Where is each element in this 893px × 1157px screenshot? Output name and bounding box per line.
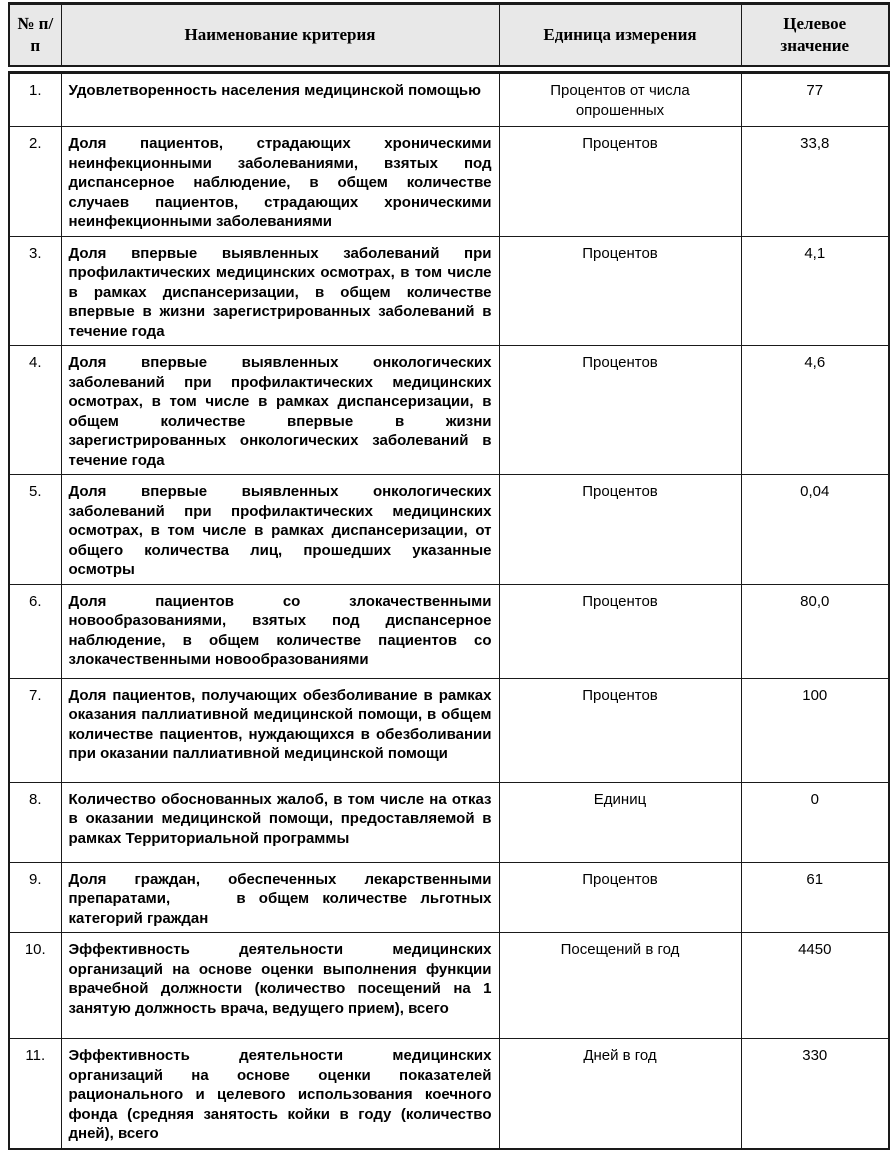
unit-cell: Процентов	[499, 584, 741, 678]
criteria-table-header	[8, 2, 890, 67]
table-row	[9, 933, 889, 1039]
unit-cell: Процентов	[499, 346, 741, 475]
value-cell: 80,0	[741, 584, 889, 678]
unit-cell: Процентов	[499, 678, 741, 782]
criterion-cell: Доля впервые выявленных заболеваний при профилактических медицинских осмотрах, в том числе в рамках диспансеризации, в общем количестве впервые в жизни зарегистрированных заболеваний в течение года	[61, 236, 499, 346]
row-number: 10.	[9, 933, 61, 1039]
header-row	[9, 4, 889, 67]
criterion-cell: Доля пациентов со злокачественными новообразованиями, взятых под диспансерное наблюдение, в общем количестве пациентов со злокачественными новообразованиями	[61, 584, 499, 678]
unit-cell: Процентов	[499, 236, 741, 346]
col-header-unit: Единица измерения	[499, 4, 741, 67]
value-cell: 4450	[741, 933, 889, 1039]
row-number: 6.	[9, 584, 61, 678]
col-header-num: № п/п	[9, 4, 61, 67]
col-header-criterion: Наименование критерия	[61, 4, 499, 67]
row-number: 11.	[9, 1039, 61, 1149]
value-cell: 0,04	[741, 475, 889, 585]
table-row	[9, 678, 889, 782]
table-row	[9, 236, 889, 346]
unit-cell: Процентов от числа опрошенных	[499, 73, 741, 127]
table-row	[9, 475, 889, 585]
row-number: 1.	[9, 73, 61, 127]
criterion-cell: Удовлетворенность населения медицинской помощью	[61, 73, 499, 127]
unit-cell: Дней в год	[499, 1039, 741, 1149]
unit-cell: Посещений в год	[499, 933, 741, 1039]
table-row	[9, 73, 889, 127]
criterion-cell: Доля пациентов, получающих обезболивание в рамках оказания паллиативной медицинской помощи, в общем количестве пациентов, нуждающихся в обезболивании при оказании паллиативной медицинской помощи	[61, 678, 499, 782]
table-row	[9, 862, 889, 933]
criterion-cell: Доля граждан, обеспеченных лекарственными препаратами, в общем количестве льготных категорий граждан	[61, 862, 499, 933]
unit-cell: Процентов	[499, 475, 741, 585]
table-row	[9, 782, 889, 862]
row-number: 9.	[9, 862, 61, 933]
criterion-cell: Количество обоснованных жалоб, в том числе на отказ в оказании медицинской помощи, предоставляемой в рамках Территориальной программы	[61, 782, 499, 862]
unit-cell: Единиц	[499, 782, 741, 862]
value-cell: 61	[741, 862, 889, 933]
criterion-cell: Эффективность деятельности медицинских организаций на основе оценки выполнения функции врачебной должности (количество посещений на 1 занятую должность врача, ведущего прием), всего	[61, 933, 499, 1039]
table-row	[9, 584, 889, 678]
value-cell: 100	[741, 678, 889, 782]
value-cell: 0	[741, 782, 889, 862]
table-row	[9, 1039, 889, 1149]
value-cell: 330	[741, 1039, 889, 1149]
row-number: 2.	[9, 127, 61, 237]
criteria-table-body	[8, 71, 890, 1150]
unit-cell: Процентов	[499, 862, 741, 933]
value-cell: 4,1	[741, 236, 889, 346]
row-number: 4.	[9, 346, 61, 475]
col-header-value: Целевое значение	[741, 4, 889, 67]
criterion-cell: Доля впервые выявленных онкологических заболеваний при профилактических медицинских осмотрах, в том числе в рамках диспансеризации, от общего количества лиц, прошедших указанные осмотры	[61, 475, 499, 585]
row-number: 7.	[9, 678, 61, 782]
value-cell: 33,8	[741, 127, 889, 237]
row-number: 3.	[9, 236, 61, 346]
unit-cell: Процентов	[499, 127, 741, 237]
criterion-cell: Эффективность деятельности медицинских организаций на основе оценки показателей рационального и целевого использования коечного фонда (средняя занятость койки в году (количество дней), всего	[61, 1039, 499, 1149]
value-cell: 4,6	[741, 346, 889, 475]
row-number: 8.	[9, 782, 61, 862]
table-row	[9, 346, 889, 475]
table-row	[9, 127, 889, 237]
row-number: 5.	[9, 475, 61, 585]
criterion-cell: Доля пациентов, страдающих хроническими неинфекционными заболеваниями, взятых под диспансерное наблюдение, в общем количестве случаев пациентов, страдающих хроническими неинфекционными заболеваниями	[61, 127, 499, 237]
criterion-cell: Доля впервые выявленных онкологических заболеваний при профилактических медицинских осмотрах, в том числе в рамках диспансеризации, в общем количестве впервые в жизни зарегистрированных онкологических заболеваний в течение года	[61, 346, 499, 475]
value-cell: 77	[741, 73, 889, 127]
